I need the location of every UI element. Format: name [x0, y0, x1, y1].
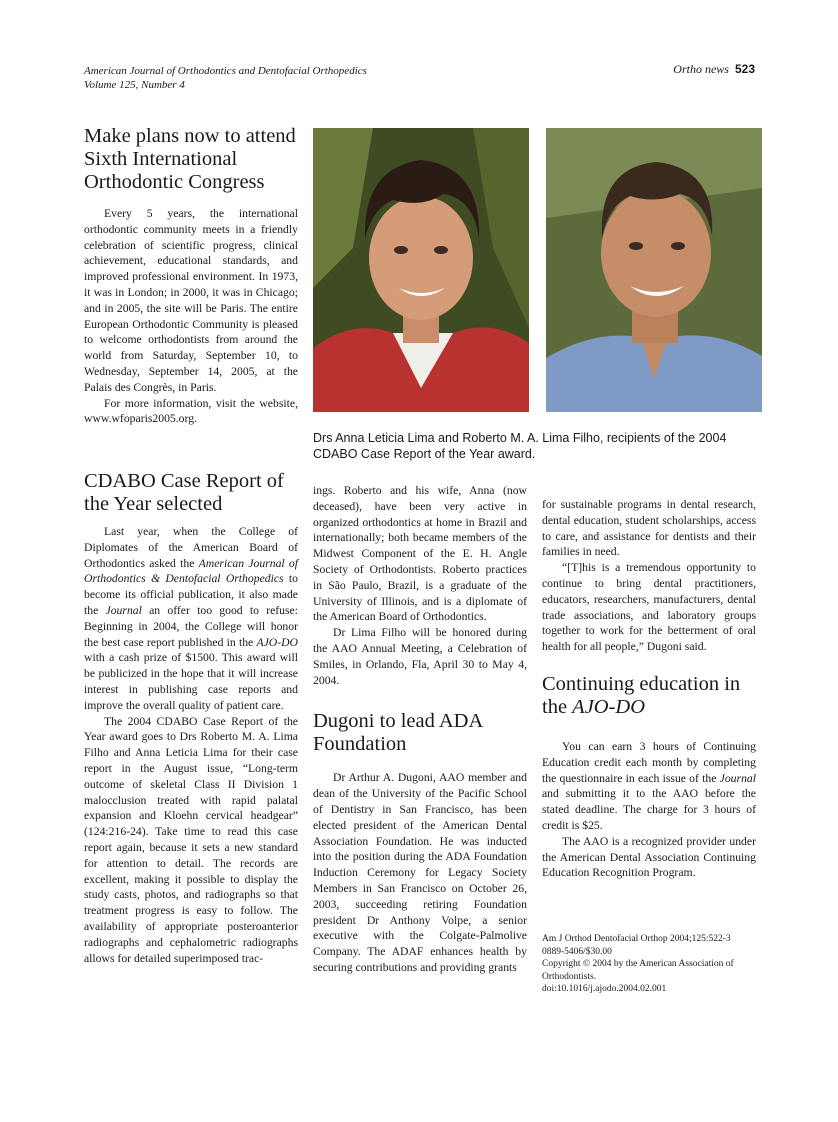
cdabo-p1-text-a: Last year, when the College of Diplomates of the American Board of Orthodontics asked the — [84, 525, 298, 570]
ce-title-text: Continuing education in the — [542, 672, 741, 718]
cdabo-paragraph-3: Dr Lima Filho will be honored during the AAO Annual Meeting, a Celebration of Smiles, in Orlando, Fla, April 30 to May 4, 2004. — [313, 626, 527, 687]
cdabo-p1-text-b: to become its official publication, it also made the — [84, 572, 298, 617]
dugoni-paragraph-1: Dr Arthur A. Dugoni, AAO member and dean of the University of the Pacific School of Dentistry in San Francisco, has been elected president of the American Dental Association Foundation. He was inducted into the position during the ADA Foundation Induction Ceremony for Legacy Society Members in San Francisco on October 26, 2003, succeeding retiring Foundation president Dr Anthony Volpe, a senior executive with the Colgate-Palmolive Company. The ADAF enhances health by securing contributions and providing grants — [313, 771, 527, 974]
photo-anna-lima — [313, 128, 529, 412]
journal-name: American Journal of Orthodontics and Dentofacial Orthopedics — [84, 65, 367, 77]
column-2 — [313, 483, 527, 976]
congress-paragraph-1: Every 5 years, the international orthodontic community meets in a friendly celebration of scientific progress, clinical achievement, educational standards, and improved professional environment. In 1973, it was in London; in 2000, it was in Chicago; and in 2005, the site will be Paris. The entire European Orthodontic Community is pleased to welcome orthodontists from around the world from Saturday, September 10, to Wednesday, September 14, 2005, at the Palais des Congrès, in Paris. — [84, 207, 298, 394]
volume-number: Volume 125, Number 4 — [84, 79, 185, 91]
cdabo-paragraph-2-continued: ings. Roberto and his wife, Anna (now deceased), have been very active in organized orthodontics at home in Brazil and internationally; both became members of the Midwest Component of the E. H. Angle Society of Orthodontists. Roberto practices in São Paulo, Brazil, is a graduate of the University of Illinois, and is a diplomate of the American Board of Orthodontics. — [313, 484, 527, 624]
page-header-right — [600, 62, 755, 77]
section-name: Ortho news — [673, 62, 729, 76]
citation-block — [542, 933, 756, 996]
congress-article — [84, 125, 298, 427]
cdabo-paragraph-2: The 2004 CDABO Case Report of the Year award goes to Drs Roberto M. A. Lima Filho and Anna Leticia Lima for their case report in the August issue, “Long-term outcome of skeletal Class II Division 1 malocclusion treated with rapid palatal expansion and Kloehn cervical headgear” (124:216-24). Take time to read this case report again, because it sets a new standard for attention to detail. The records are excellent, making it possible to display the study casts, photos, and radiographs so that treatment progress is easy to follow. The availability of appropriate posteroanterior radiographs and cephalometric radiographs allows for detailed superimposed trac- — [84, 714, 298, 965]
citation-reference: Am J Orthod Dentofacial Orthop 2004;125:522-3 — [542, 934, 731, 944]
running-header — [84, 64, 367, 92]
cdabo-p1-journal: American Journal of Orthodontics & Dentofacial Orthopedics — [84, 556, 299, 586]
cdabo-p1-journal-short: Journal — [105, 603, 142, 617]
portrait-man-icon — [546, 128, 762, 412]
dugoni-title: Dugoni to lead ADA Foundation — [313, 710, 483, 756]
photo-roberto-lima-filho — [546, 128, 762, 412]
page-number: 523 — [734, 62, 755, 76]
congress-title: Make plans now to attend Sixth International Orthodontic Congress — [84, 125, 296, 193]
cdabo-paragraph-1 — [84, 524, 298, 714]
citation-doi: doi:10.1016/j.ajodo.2004.02.001 — [542, 984, 667, 994]
ce-p1-text-b: and submitting it to the AAO before the stated deadline. The charge for 3 hours of credit is $25. — [542, 787, 756, 832]
ce-p1-text-a: You can earn 3 hours of Continuing Education credit each month by completing the questionnaire in each issue of the — [542, 739, 756, 785]
photo-caption: Drs Anna Leticia Lima and Roberto M. A. Lima Filho, recipients of the 2004 CDABO Case Report of the Year award. — [313, 431, 727, 461]
ce-title-ajodo: AJO-DO — [572, 695, 646, 718]
cdabo-p1-text-c: an offer too good to refuse: Beginning in 2004, the College will honor the best case report published in the — [84, 603, 298, 649]
dugoni-paragraph-2: “[T]his is a tremendous opportunity to continue to bring dental practitioners, educators, researchers, manufacturers, dental trade associations, and laboratory groups together to work for the betterment of oral health for all people,” Dugoni said. — [542, 561, 756, 654]
citation-issn: 0889-5406/$30.00 — [542, 946, 612, 957]
ce-title — [542, 673, 756, 719]
cdabo-title: CDABO Case Report of the Year selected — [84, 470, 284, 515]
ce-paragraph-2: The AAO is a recognized provider under the American Dental Association Continuing Education Recognition Program. — [542, 834, 756, 880]
cdabo-p1-text-d: with a cash prize of $1500. This award will be publicized in the hope that it will increase interest in publishing case reports and improve the overall quality of patient care. — [84, 651, 298, 712]
citation-copyright: Copyright © 2004 by the American Association of Orthodontists. — [542, 959, 734, 982]
ce-paragraph-1 — [542, 739, 756, 834]
dugoni-paragraph-1-continued: for sustainable programs in dental research, dental education, student scholarships, access to care, and assistance for dentists and their families in need. — [542, 498, 756, 559]
ce-p1-journal: Journal — [719, 771, 756, 785]
column-3 — [542, 497, 756, 881]
cdabo-p1-ajodo: AJO-DO — [256, 635, 298, 649]
cdabo-article — [84, 470, 298, 966]
portrait-woman-icon — [313, 128, 529, 412]
congress-paragraph-2: For more information, visit the website, www.wfoparis2005.org. — [84, 396, 298, 426]
